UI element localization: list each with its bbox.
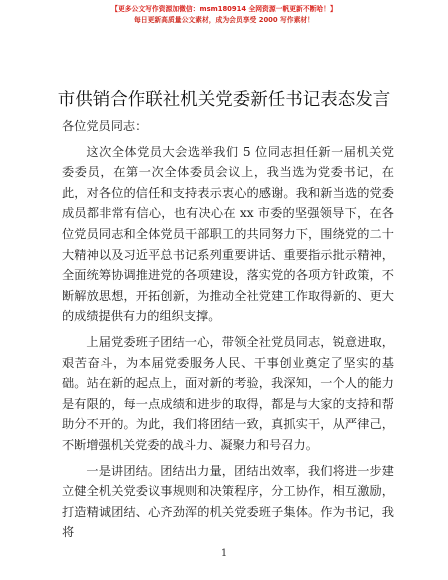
document-body (62, 116, 394, 543)
promo-banner-line-2: 每日更新高质量公文素材，成为会员享受 2000 写作素材！ (134, 16, 314, 24)
paragraph-3: 一是讲团结。团结出力量，团结出效率，我们将进一步建立健全机关党委议事规则和决策程序，分工协作，相互激励，打造精诚团结、心齐劲浑的机关党委班子集体。作为书记，我将 (62, 463, 394, 540)
page-number: 1 (220, 548, 228, 559)
paragraph-2: 上届党委班子团结一心，带领全社党员同志，锐意进取，艰苦奋斗，为本届党委服务人民、干事创业奠定了坚实的基础。站在新的起点上，面对新的考验，我深知，一个人的能力是有限的，每一点成绩和进步的取得，都是与大家的支持和帮助分不开的。为此，我们将团结一致，真抓实干，从严律己，不断增强机关党委的战斗力、凝聚力和号召力。 (62, 334, 394, 452)
promo-banner-line-1: 【更多公文写作资源加微信：msm180914 全网资源一帆更新不断哈！】 (111, 5, 337, 13)
paragraph-1: 这次全体党员大会选举我们 5 位同志担任新一届机关党委委员，在第一次全体委员会议上，我当选为党委书记，在此，对各位的信任和支持表示衷心的感谢。我和新当选的党委成员都非常有信心，也有决心在 xx 市委的坚强领导下，在各位党员同志和全体党员干部职工的共同努力下，围绕党的二十大精神以及习近平总书记系列重要讲话、重要指示批示精神，全面统筹协调推进党的各项建设，落实党的各项方针政策，不断解放思想，开拓创新，为推动全社党建工作取得新的、更大的成绩提供有力的组织支撑。 (62, 144, 394, 324)
promo-banner (0, 4, 448, 26)
greeting: 各位党员同志： (62, 119, 148, 133)
document-title: 市供销合作联社机关党委新任书记表态发言 (57, 90, 391, 110)
